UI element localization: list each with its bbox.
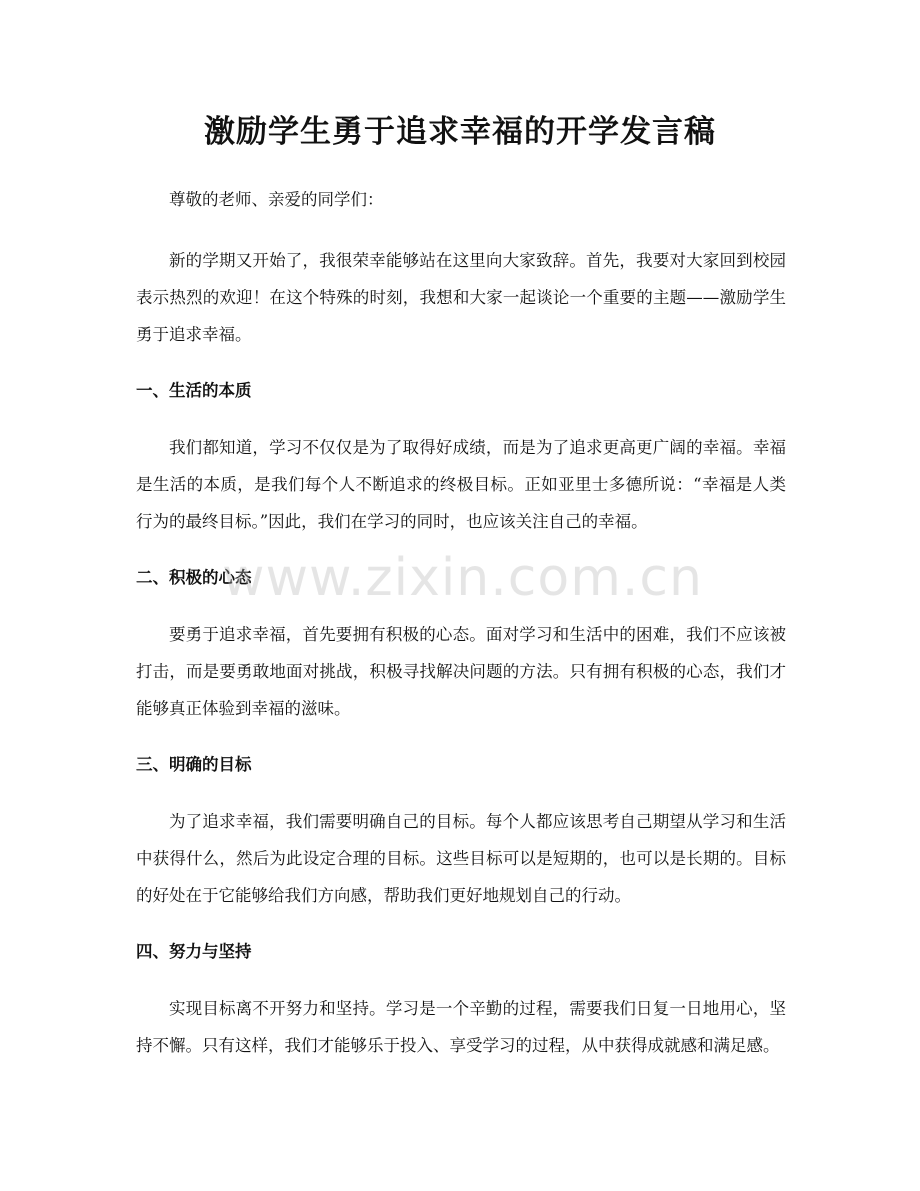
section-body-2: 要勇于追求幸福，首先要拥有积极的心态。面对学习和生活中的困难，我们不应该被打击，而是要勇敢地面对挑战，积极寻找解决问题的方法。只有拥有积极的心态，我们才能够真正体验到幸福的滋味。 bbox=[136, 625, 786, 718]
section-heading-2: 二、积极的心态 bbox=[136, 568, 252, 587]
section-heading-3: 三、明确的目标 bbox=[136, 755, 252, 774]
section-body-4: 实现目标离不开努力和坚持。学习是一个辛勤的过程，需要我们日复一日地用心，坚持不懈。只有这样，我们才能够乐于投入、享受学习的过程，从中获得成就感和满足感。 bbox=[136, 999, 786, 1055]
section-body-1: 我们都知道，学习不仅仅是为了取得好成绩，而是为了追求更高更广阔的幸福。幸福是生活的本质，是我们每个人不断追求的终极目标。正如亚里士多德所说：“幸福是人类行为的最终目标。”因此，我们在学习的同时，也应该关注自己的幸福。 bbox=[136, 438, 786, 531]
section-body-3: 为了追求幸福，我们需要明确自己的目标。每个人都应该思考自己期望从学习和生活中获得什么，然后为此设定合理的目标。这些目标可以是短期的，也可以是长期的。目标的好处在于它能够给我们方向感，帮助我们更好地规划自己的行动。 bbox=[136, 812, 786, 905]
section-heading-1: 一、生活的本质 bbox=[136, 381, 252, 400]
intro-paragraph: 新的学期又开始了，我很荣幸能够站在这里向大家致辞。首先，我要对大家回到校园表示热烈的欢迎！在这个特殊的时刻，我想和大家一起谈论一个重要的主题——激励学生勇于追求幸福。 bbox=[136, 251, 786, 344]
section-heading-4: 四、努力与坚持 bbox=[136, 942, 252, 961]
document-title: 激励学生勇于追求幸福的开学发言稿 bbox=[204, 114, 716, 150]
watermark: www.zixin.com.cn bbox=[222, 548, 703, 608]
document-body bbox=[136, 181, 786, 1088]
greeting: 尊敬的老师、亲爱的同学们： bbox=[169, 190, 384, 209]
